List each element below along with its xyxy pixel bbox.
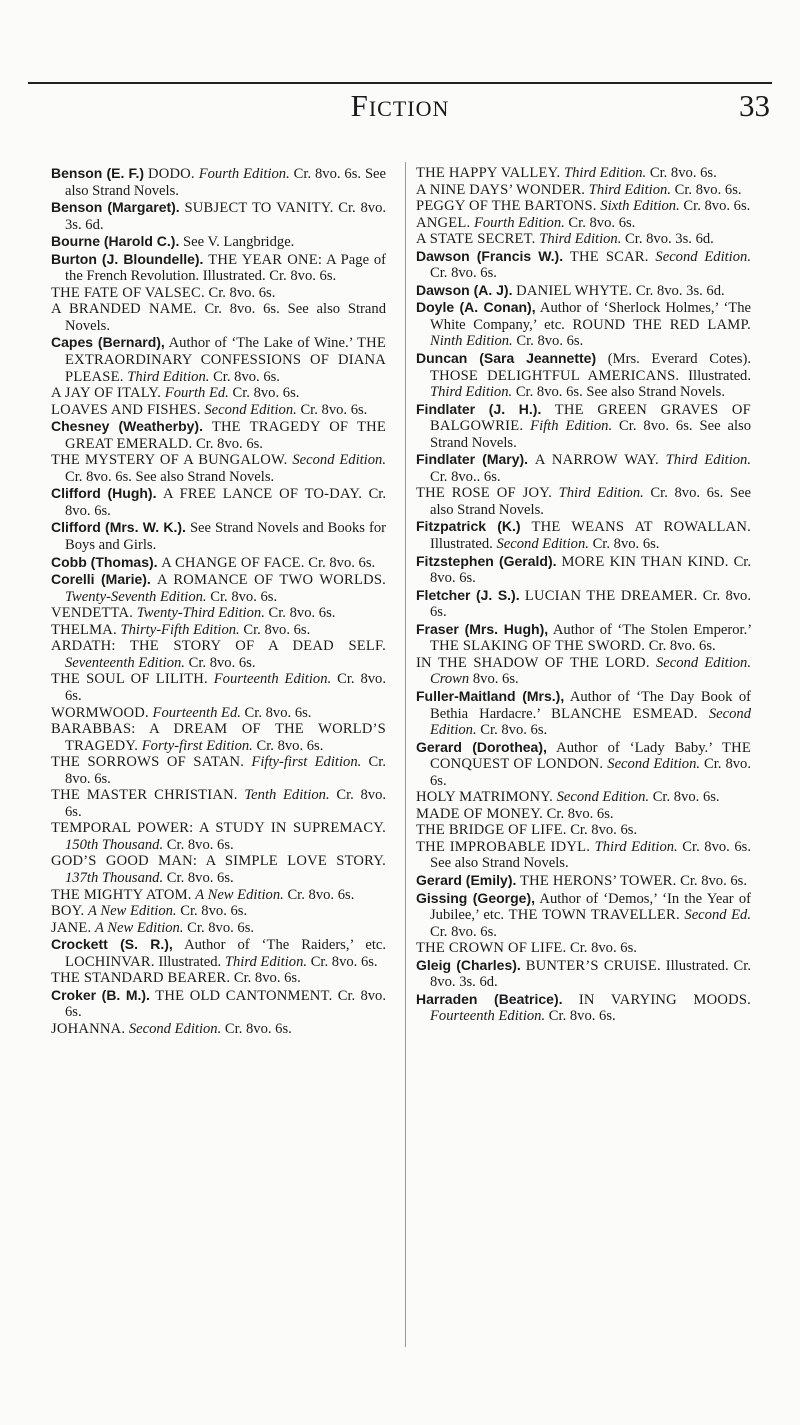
entry-title: MADE OF MONEY. — [416, 805, 543, 822]
catalog-entry — [51, 385, 386, 402]
entry-title: THE ROSE OF JOY. — [416, 485, 552, 502]
entry-details: Author of ‘The Stolen Emperor.’ — [552, 621, 752, 638]
entry-title: A NARROW WAY. — [534, 452, 659, 469]
entry-edition: Second Edition. — [204, 401, 297, 418]
entry-details: Cr. 8vo. 6s. — [430, 587, 751, 621]
entry-title: ROUND THE RED LAMP. — [572, 316, 751, 333]
catalog-entry — [51, 671, 386, 704]
entry-edition: Second Edition. — [655, 248, 751, 265]
entry-title: THE CROWN OF LIFE. — [416, 940, 567, 957]
entry-title: THE OLD CANTONMENT. — [155, 987, 333, 1004]
catalog-entry — [416, 621, 751, 655]
entry-title: JOHANNA. — [51, 1020, 126, 1037]
entry-details: Cr. 8vo. 6s. — [166, 869, 234, 886]
catalog-entry — [416, 991, 751, 1025]
entry-title: MORE KIN THAN KIND. — [561, 553, 729, 570]
catalog-entry — [416, 839, 751, 872]
entry-title: THE YEAR ONE: — [208, 251, 323, 268]
catalog-entry — [416, 806, 751, 823]
entry-title: THELMA. — [51, 621, 117, 638]
entry-author: Benson (E. F.) — [51, 165, 145, 181]
catalog-entry — [51, 622, 386, 639]
entry-title: THE BRIDGE OF LIFE. — [416, 822, 567, 839]
entry-details: Cr. 8vo. 6s. — [224, 1020, 292, 1037]
entry-edition: Fourteenth Ed. — [152, 704, 241, 721]
entry-details: Cr. 8vo. 6s. — [187, 919, 255, 936]
entry-author: Fitzpatrick (K.) — [416, 518, 521, 535]
entry-details: Illustrated. — [430, 536, 493, 553]
entry-details: Illustrated. — [158, 953, 222, 970]
entry-edition: Second Edition. — [607, 756, 701, 773]
entry-details: Cr. 8vo. 6s. — [300, 401, 368, 418]
entry-edition: Sixth Edition. — [600, 198, 680, 215]
entry-details: Cr. 8vo. 6s. — [570, 940, 637, 957]
entry-title: THE WEANS AT ROWALLAN. — [531, 519, 751, 536]
entry-details: Cr. 8vo. 6s. — [232, 385, 300, 402]
entry-author: Chesney (Weatherby). — [51, 418, 203, 435]
entry-author: Fraser (Mrs. Hugh), — [416, 620, 549, 637]
catalog-entry — [51, 936, 386, 970]
entry-edition: Third Edition. — [665, 452, 751, 469]
catalog-entry — [51, 820, 386, 853]
entry-edition: Fourth Ed. — [164, 385, 229, 402]
catalog-entry — [51, 1021, 386, 1038]
entry-author: Dawson (Francis W.). — [416, 247, 564, 264]
catalog-entry — [51, 199, 386, 233]
entry-details: Cr. 8vo. 6s. — [188, 654, 256, 671]
left-column — [51, 165, 386, 1037]
entry-details: Cr. 8vo. 6s. — [65, 754, 386, 787]
entry-details: Cr. 8vo. 6s. See also Strand Novels. — [65, 301, 386, 334]
entry-title: PEGGY OF THE BARTONS. — [416, 198, 597, 215]
entry-details: Cr. 8vo. 6s. — [65, 987, 386, 1021]
entry-title: DODO. — [147, 166, 195, 182]
entry-details: Cr. 8vo. 6s. See also Strand Novels. — [430, 418, 751, 451]
entry-edition: Fifty-first Edition. — [251, 754, 362, 771]
entry-details: Cr. 8vo. 6s. — [680, 872, 748, 889]
entry-title: BARABBAS: A DREAM OF THE WORLD’S TRAGEDY. — [51, 721, 386, 754]
catalog-entry — [416, 182, 751, 199]
entry-title: ANGEL. — [416, 214, 471, 231]
entry-title: THE EXTRAORDINARY CONFESSIONS OF DIANA PLEASE. — [65, 335, 386, 385]
entry-details: Author of ‘The Raiders,’ etc. — [184, 937, 386, 954]
entry-author: Harraden (Beatrice). — [416, 990, 563, 1007]
entry-author: Doyle (A. Conan), — [416, 299, 536, 316]
entry-details: 8vo. 6s. — [472, 671, 519, 688]
catalog-entry — [51, 485, 386, 519]
catalog-entry — [51, 638, 386, 671]
entry-title: THE FATE OF VALSEC. — [51, 284, 205, 301]
entry-title: TEMPORAL POWER: A STUDY IN SUPREMACY. — [51, 820, 386, 837]
right-column — [416, 165, 751, 1025]
entry-title: THE MASTER CHRISTIAN. — [51, 787, 238, 804]
catalog-entry — [416, 739, 751, 790]
entry-title: VENDETTA. — [51, 605, 134, 622]
entry-edition: A New Edition. — [88, 903, 177, 920]
entry-title: DANIEL WHYTE. — [516, 282, 633, 299]
entry-details: Cr. 8vo. 6s. — [430, 553, 751, 587]
entry-edition: Second Edition. — [128, 1020, 222, 1037]
entry-details: Cr. 8vo. 6s. — [208, 284, 276, 301]
entry-title: A CHANGE OF FACE. — [161, 554, 305, 571]
catalog-entry — [51, 754, 386, 787]
catalog-entry — [51, 165, 386, 199]
entry-details: Cr. 8vo. 6s. — [430, 923, 497, 940]
entry-details: A Page of the French Revolution. Illustrated. Cr. 8vo. 6s. — [65, 251, 387, 285]
entry-edition: Second Edition. — [430, 705, 752, 739]
catalog-entry — [51, 887, 386, 904]
entry-details: See Strand Novels and Books for Boys and Girls. — [65, 520, 386, 554]
entry-title: A FREE LANCE OF TO-DAY. — [162, 486, 363, 503]
catalog-entry — [416, 485, 751, 518]
catalog-entry — [416, 215, 751, 232]
catalog-entry — [51, 452, 386, 485]
entry-title: THE SORROWS OF SATAN. — [51, 754, 245, 771]
entry-details: Cr. 8vo. 6s. — [430, 756, 751, 789]
entry-details: Author of ‘The Lake of Wine.’ — [168, 335, 353, 352]
entry-title: IN VARYING MOODS. — [578, 991, 751, 1008]
catalog-entry — [51, 903, 386, 920]
entry-details: Cr. 8vo. 6s. See also Strand Novels. — [515, 384, 725, 401]
catalog-entry — [51, 233, 386, 251]
entry-details: Cr. 8vo. 6s. — [674, 181, 742, 198]
catalog-entry — [51, 605, 386, 622]
entry-edition: Third Edition. — [430, 384, 513, 401]
entry-author: Gerard (Dorothea), — [416, 738, 547, 755]
entry-title: THE HERONS’ TOWER. — [520, 872, 677, 889]
entry-edition: Second Ed. — [684, 907, 751, 924]
catalog-entry — [416, 822, 751, 839]
entry-edition: Second Edition. — [556, 789, 650, 806]
entry-details: Cr. 8vo. 6s. — [243, 621, 311, 638]
entry-edition: Fifth Edition. — [530, 418, 613, 435]
entry-details: Cr. 8vo. 6s. — [65, 787, 387, 820]
entry-title: THE MYSTERY OF A BUNGALOW. — [51, 452, 288, 469]
entry-author: Fuller-Maitland (Mrs.), — [416, 687, 565, 704]
entry-title: HOLY MATRIMONY. — [416, 789, 553, 806]
entry-details: Author of ‘The Day Book of Bethia Hardacre.’ — [430, 688, 752, 722]
entry-author: Burton (J. Bloundelle). — [51, 250, 204, 267]
entry-details: Cr. 8vo. 6s. See also Strand Novels. — [430, 485, 751, 518]
catalog-entry — [51, 251, 386, 285]
entry-details: Cr. 8vo. 6s. — [65, 671, 386, 704]
entry-details: Cr. 8vo. 6s. — [480, 722, 548, 739]
entry-author: Clifford (Hugh). — [51, 485, 157, 502]
entry-author: Bourne (Harold C.). — [51, 233, 180, 250]
catalog-entry — [51, 571, 386, 605]
page-number: 33 — [739, 88, 770, 123]
entry-edition: Third Edition. — [558, 485, 644, 502]
entry-edition: Second Edition. — [496, 536, 589, 553]
entry-edition: Third Edition. — [594, 838, 678, 855]
catalog-entry — [416, 655, 751, 688]
entry-title: SUBJECT TO VANITY. — [184, 200, 334, 217]
entry-title: LUCIAN THE DREAMER. — [524, 587, 698, 604]
entry-details: Cr. 8vo. 6s. — [196, 435, 263, 452]
catalog-entry — [416, 231, 751, 248]
catalog-entry — [51, 920, 386, 937]
entry-details: Cr. 8vo. 6s. — [244, 704, 312, 721]
catalog-entry — [51, 301, 386, 334]
entry-edition: Third Edition. — [539, 231, 622, 248]
entry-edition: Third Edition. — [564, 165, 647, 181]
entry-details: Cr. 8vo. 6s. — [430, 265, 497, 282]
entry-title: THE HAPPY VALLEY. — [416, 165, 561, 181]
entry-author: Crockett (S. R.), — [51, 936, 173, 953]
catalog-entry — [416, 553, 751, 587]
entry-details: Author of ‘Sherlock Holmes,’ ‘The White Company,’ etc. — [430, 300, 751, 333]
entry-edition: Third Edition. — [224, 953, 308, 970]
entry-edition: Tenth Edition. — [244, 787, 330, 804]
entry-details: Cr. 8vo. 3s. 6d. — [65, 200, 387, 233]
entry-details: Cr. 8vo. 6s. — [546, 805, 614, 822]
entry-title: THE GREEN GRAVES OF BALGOWRIE. — [430, 401, 751, 435]
entry-details: Cr. 8vo. 6s. See also Strand Novels. — [430, 838, 751, 872]
catalog-entry — [416, 165, 751, 182]
entry-details: (Mrs. Everard Cotes). — [607, 351, 751, 368]
entry-title: THE IMPROBABLE IDYL. — [416, 838, 591, 855]
running-title: Fiction — [350, 88, 450, 123]
entry-details: Cr. 8vo.. 6s. — [430, 468, 501, 485]
catalog-entry — [51, 402, 386, 419]
catalog-entry — [416, 451, 751, 485]
catalog-entry — [416, 299, 751, 350]
page-header — [28, 88, 772, 138]
entry-edition: 150th Thousand. — [65, 836, 164, 853]
entry-details: Cr. 8vo. 6s. See also Strand Novels. — [65, 468, 275, 485]
entry-edition: Fourteenth Edition. — [430, 1008, 546, 1025]
entry-author: Gissing (George), — [416, 889, 536, 906]
entry-author: Clifford (Mrs. W. K.). — [51, 519, 186, 536]
entry-author: Fitzstephen (Gerald). — [416, 552, 557, 569]
entry-title: BUNTER’S CRUISE. — [525, 957, 661, 974]
entry-title: A BRANDED NAME. — [51, 301, 197, 318]
entry-title: JANE. — [51, 919, 92, 936]
entry-details: Cr. 8vo. 6s. — [268, 605, 336, 622]
entry-author: Duncan (Sara Jeannette) — [416, 350, 597, 367]
catalog-entry — [416, 940, 751, 957]
catalog-entry — [416, 198, 751, 215]
entry-author: Capes (Bernard), — [51, 334, 165, 351]
entry-edition: Second Edition. Crown — [430, 654, 751, 688]
entry-details: Cr. 8vo. 6s. — [516, 333, 584, 350]
catalog-entry — [51, 334, 386, 385]
entry-author: Gleig (Charles). — [416, 956, 521, 973]
entry-author: Findlater (Mary). — [416, 451, 529, 468]
entry-details: Cr. 8vo. 6s. — [648, 638, 716, 655]
entry-details: Cr. 8vo. 6s. — [310, 953, 378, 970]
column-divider — [405, 162, 406, 1347]
entry-title: THOSE DELIGHTFUL AMERICANS. — [430, 367, 680, 384]
catalog-entry — [416, 688, 751, 739]
entry-title: LOAVES AND FISHES. — [51, 401, 201, 418]
catalog-entry — [416, 957, 751, 991]
entry-details: Cr. 8vo. 6s. — [180, 903, 248, 920]
entry-title: BLANCHE ESMEAD. — [551, 705, 698, 722]
entry-details: Cr. 8vo. 6s. — [649, 165, 717, 181]
entry-author: Benson (Margaret). — [51, 199, 180, 216]
catalog-entry — [416, 587, 751, 621]
entry-edition: Fourth Edition. — [198, 166, 290, 182]
entry-title: THE SCAR. — [569, 248, 649, 265]
entry-edition: A New Edition. — [94, 919, 184, 936]
entry-edition: Forty-first Edition. — [141, 737, 253, 754]
entry-author: Dawson (A. J). — [416, 281, 513, 298]
catalog-entry — [51, 721, 386, 754]
catalog-entry — [51, 787, 386, 820]
catalog-entry — [51, 853, 386, 886]
entry-details: Author of ‘Lady Baby.’ — [556, 739, 712, 756]
catalog-entry — [51, 418, 386, 452]
entry-edition: Second Edition. — [292, 452, 386, 469]
entry-author: Cobb (Thomas). — [51, 553, 158, 570]
catalog-entry — [51, 519, 386, 553]
entry-details: Cr. 8vo. 3s. 6d. — [635, 282, 725, 299]
top-rule — [28, 82, 772, 84]
entry-title: THE TRAGEDY OF THE GREAT EMERALD. — [65, 419, 386, 452]
entry-details: Cr. 8vo. 6s. — [233, 970, 301, 987]
entry-edition: 137th Thousand. — [65, 869, 164, 886]
entry-title: THE STANDARD BEARER. — [51, 970, 231, 987]
entry-title: A JAY OF ITALY. — [51, 385, 162, 402]
entry-details: Illustrated. Cr. 8vo. 3s. 6d. — [430, 957, 751, 991]
entry-title: IN THE SHADOW OF THE LORD. — [416, 654, 650, 671]
entry-title: GOD’S GOOD MAN: A SIMPLE LOVE STORY. — [51, 853, 386, 870]
entry-title: A STATE SECRET. — [416, 231, 536, 248]
entry-title: ARDATH: THE STORY OF A DEAD SELF. — [51, 638, 386, 655]
entry-author: Corelli (Marie). — [51, 571, 151, 588]
entry-edition: Twenty-Seventh Edition. — [65, 588, 207, 605]
entry-edition: Seventeenth Edition. — [65, 654, 185, 671]
entry-details: Cr. 8vo. 6s. — [210, 588, 278, 605]
entry-author: Croker (B. M.). — [51, 986, 150, 1003]
catalog-entry — [416, 401, 751, 452]
entry-edition: Third Edition. — [127, 368, 210, 385]
entry-title: THE SOUL OF LILITH. — [51, 671, 208, 688]
catalog-entry — [51, 970, 386, 987]
entry-title: A ROMANCE OF TWO WORLDS. — [157, 572, 386, 589]
entry-details: Cr. 8vo. 6s. — [592, 536, 660, 553]
entry-details: Cr. 8vo. 6s. — [683, 198, 751, 215]
entry-details: Cr. 8vo. 6s. — [308, 554, 376, 571]
entry-title: THE SLAKING OF THE SWORD. — [430, 638, 646, 655]
entry-details: Cr. 8vo. 6s. — [570, 822, 638, 839]
entry-details: Illustrated. — [688, 367, 751, 384]
catalog-entry — [416, 518, 751, 552]
catalog-entry — [416, 872, 751, 890]
entry-edition: Fourth Edition. — [473, 214, 565, 231]
catalog-entry — [416, 789, 751, 806]
catalog-entry — [51, 987, 386, 1021]
catalog-entry — [51, 705, 386, 722]
entry-author: Gerard (Emily). — [416, 871, 517, 888]
entry-details: See V. Langbridge. — [183, 234, 295, 251]
entry-details: Cr. 8vo. 3s. 6d. — [625, 231, 714, 248]
entry-edition: Twenty-Third Edition. — [136, 605, 265, 622]
entry-details: Cr. 8vo. 6s. — [287, 886, 355, 903]
catalog-entry — [51, 285, 386, 302]
entry-title: THE TOWN TRAVELLER. — [508, 907, 680, 924]
catalog-entry — [416, 890, 751, 941]
entry-details: Cr. 8vo. 6s. — [65, 486, 387, 519]
entry-author: Findlater (J. H.). — [416, 400, 542, 417]
entry-title: THE MIGHTY ATOM. — [51, 886, 192, 903]
catalog-entry — [416, 350, 751, 401]
entry-title: A NINE DAYS’ WONDER. — [416, 181, 586, 198]
entry-details: Cr. 8vo. 6s. — [568, 214, 636, 231]
catalog-entry — [416, 248, 751, 282]
entry-details: Cr. 8vo. 6s. — [548, 1008, 616, 1025]
entry-title: WORMWOOD. — [51, 704, 149, 721]
entry-title: THE CONQUEST OF LONDON. — [430, 739, 752, 773]
entry-edition: Third Edition. — [588, 181, 671, 198]
entry-details: Cr. 8vo. 6s. — [166, 836, 234, 853]
entry-details: Cr. 8vo. 6s. — [256, 737, 324, 754]
catalog-entry — [51, 554, 386, 572]
entry-edition: Thirty-Fifth Edition. — [120, 621, 240, 638]
entry-details: Cr. 8vo. 6s. — [213, 368, 280, 385]
entry-title: BOY. — [51, 903, 85, 920]
entry-details: Cr. 8vo. 6s. See also Strand Novels. — [65, 166, 387, 199]
entry-title: LOCHINVAR. — [65, 953, 155, 970]
entry-author: Fletcher (J. S.). — [416, 586, 520, 603]
entry-details: Author of ‘Demos,’ ‘In the Year of Jubilee,’ etc. — [430, 890, 752, 924]
entry-edition: Fourteenth Edition. — [213, 671, 332, 688]
catalog-entry — [416, 282, 751, 300]
entry-edition: A New Edition. — [195, 886, 284, 903]
entry-details: Cr. 8vo. 6s. — [652, 789, 720, 806]
entry-edition: Ninth Edition. — [430, 333, 513, 350]
